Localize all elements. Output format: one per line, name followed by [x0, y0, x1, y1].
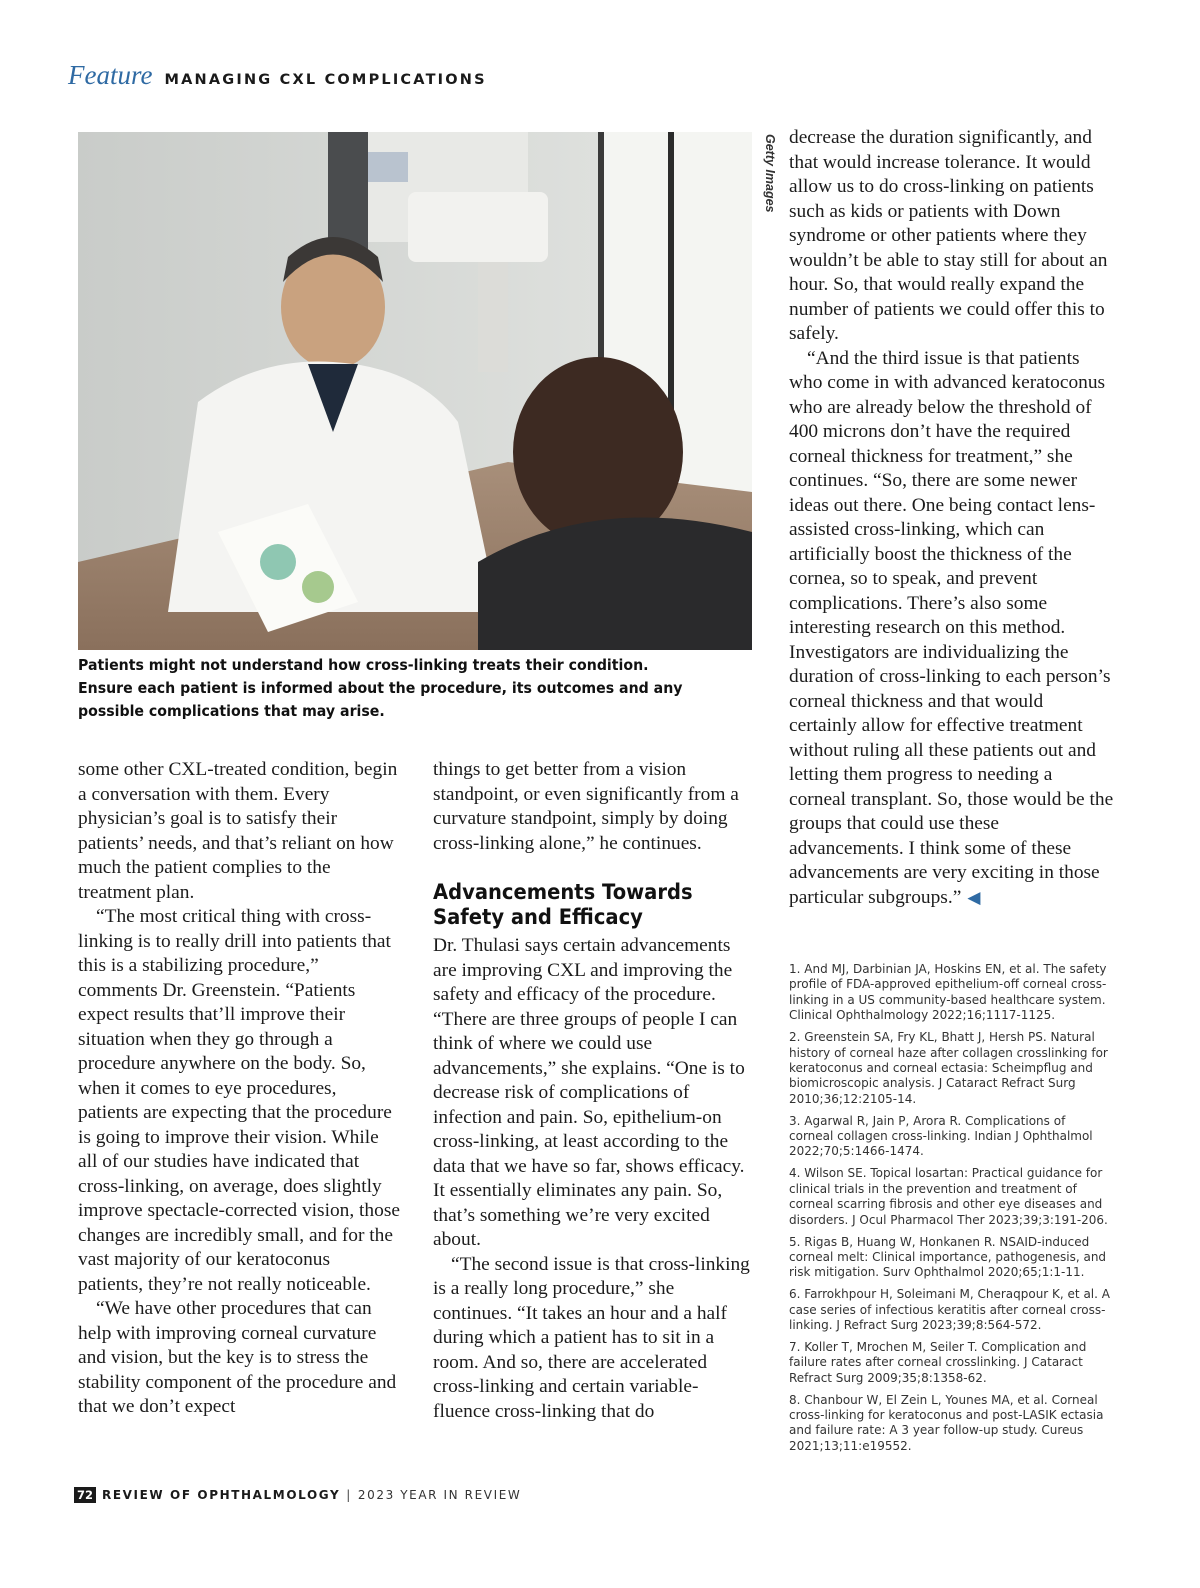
reference-item: 1. And MJ, Darbinian JA, Hoskins EN, et al. The safety profile of FDA-approved epithelium-off corneal cross-linking in a US community-based healthcare system. Clinical Ophthalmology 2022;16;1117-1125. [789, 962, 1107, 1023]
page-footer [74, 1487, 521, 1503]
footer-separator: | [346, 1488, 352, 1502]
paragraph: Dr. Thulasi says certain advancements are improving CXL and improving the safety and efficacy of the procedure. “There are three groups of people I can think of where we could use advancements,” she explains. “One is to decrease risk of complications of infection and pain. So, epithelium-on cross-linking, at least according to the data that we have so far, shows efficacy. It essentially eliminates any pain. So, that’s something we’re very excited about. [433, 935, 745, 1250]
paragraph: “We have other procedures that can help with improving corneal curvature and vision, but the key is to stress the stability component of the procedure and that we don’t expect [78, 1298, 397, 1417]
reference-item: 3. Agarwal R, Jain P, Arora R. Complications of corneal collagen cross-linking. Indian J Ophthalmol 2022;70;5:1466-1474. [789, 1113, 1093, 1159]
page-header [68, 60, 487, 91]
reference-item: 4. Wilson SE. Topical losartan: Practical guidance for clinical trials in the prevention and treatment of corneal scarring fibrosis and other eye diseases and disorders. J Ocul Pharmacol Ther 2023;39;3:191-206. [789, 1166, 1108, 1227]
reference-item: 7. Koller T, Mrochen M, Seiler T. Complication and failure rates after corneal crosslinking. J Cataract Refract Surg 2009;35;8:1358-62. [789, 1339, 1087, 1385]
section-title: MANAGING CXL COMPLICATIONS [164, 72, 487, 88]
article-photo [78, 132, 752, 650]
photo-caption: Patients might not understand how cross-linking treats their condition. Ensure each patient is informed about the procedure, its outcomes and any possible complications that may arise. [78, 656, 683, 720]
photo-credit-text: Getty Images [763, 134, 777, 213]
photo-illustration [78, 132, 752, 650]
reference-item: 8. Chanbour W, El Zein L, Younes MA, et al. Corneal cross-linking for keratoconus and post-LASIK ectasia and failure rate: A 3 year follow-up study. Cureus 2021;13;11:e19552. [789, 1392, 1104, 1453]
page-number: 72 [74, 1487, 96, 1503]
section-subhead: Advancements Towards Safety and Efficacy [433, 880, 693, 929]
feature-label: Feature [68, 60, 153, 90]
paragraph-text: “And the third issue is that patients who come in with advanced keratoconus who are already below the threshold of 400 microns don’t have the required corneal thickness for treatment,” she continues. “So, there are some newer ideas out there. One being contact lens-assisted cross-linking, which can artificially boost the thickness of the cornea, so to speak, and prevent complications. There’s also some interesting research on this method. Investigators are individualizing the duration of cross-linking to each person’s corneal thickness and that would certainly allow for effective treatment without ruling all these patients out and letting them progress to needing a corneal transplant. So, those would be the groups that could use these advancements. I think some of these advancements are very exciting in those particular subgroups.” [789, 347, 1114, 908]
reference-item: 6. Farrokhpour H, Soleimani M, Cheraqpour K, et al. A case series of infectious keratitis after corneal cross-linking. J Refract Surg 2023;39;8:564-572. [789, 1287, 1110, 1333]
end-of-article-icon: ◀ [967, 887, 981, 907]
publication-name: REVIEW OF OPHTHALMOLOGY [102, 1488, 341, 1502]
reference-item: 5. Rigas B, Huang W, Honkanen R. NSAID-induced corneal melt: Clinical importance, pathogenesis, and risk mitigation. Surv Ophthalmol 2020;65;1:1-11. [789, 1234, 1107, 1280]
paragraph: “The second issue is that cross-linking is a really long procedure,” she continues. “It takes an hour and a half during which a patient has to sit in a room. And so, there are accelerated cross-linking and certain variable-fluence cross-linking that do [433, 1253, 750, 1422]
paragraph [789, 347, 1114, 911]
photo-credit [760, 134, 780, 224]
edition-label: 2023 YEAR IN REVIEW [357, 1488, 522, 1502]
paragraph: decrease the duration significantly, and that would increase tolerance. It would allow us to do cross-linking on patients such as kids or patients with Down syndrome or other patients where they wouldn’t be able to stay still for about an hour. So, that would really expand the number of patients we could offer this to safely. [789, 127, 1108, 344]
article-column-2 [433, 758, 755, 1458]
paragraph: some other CXL-treated condition, begin a conversation with them. Every physician’s goal is to satisfy their patients’ needs, and that’s reliant on how much the patient complies to the treatment plan. [78, 759, 398, 903]
references-list [789, 962, 1111, 1460]
paragraph: “The most critical thing with cross-linking is to really drill into patients that this is a stabilizing procedure,” comments Dr. Greenstein. “Patients expect results that’ll improve their situation when they go through a procedure anywhere on the body. So, when it comes to eye procedures, patients are expecting that the procedure is going to improve their vision. While all of our studies have indicated that cross-linking, on average, does slightly improve spectacle-corrected vision, those changes are incredibly small, and for the vast majority of our keratoconus patients, they’re not really noticeable. [78, 906, 400, 1295]
paragraph: things to get better from a vision standpoint, or even significantly from a curvature standpoint, simply by doing cross-linking alone,” he continues. [433, 759, 739, 854]
reference-item: 2. Greenstein SA, Fry KL, Bhatt J, Hersh PS. Natural history of corneal haze after collagen crosslinking for keratoconus and corneal ectasia: Scheimpflug and biomicroscopic analysis. J Cataract Refract Surg 2010;36;12:2105-14. [789, 1030, 1108, 1106]
article-column-3 [789, 126, 1114, 910]
article-column-1 [78, 758, 400, 1458]
